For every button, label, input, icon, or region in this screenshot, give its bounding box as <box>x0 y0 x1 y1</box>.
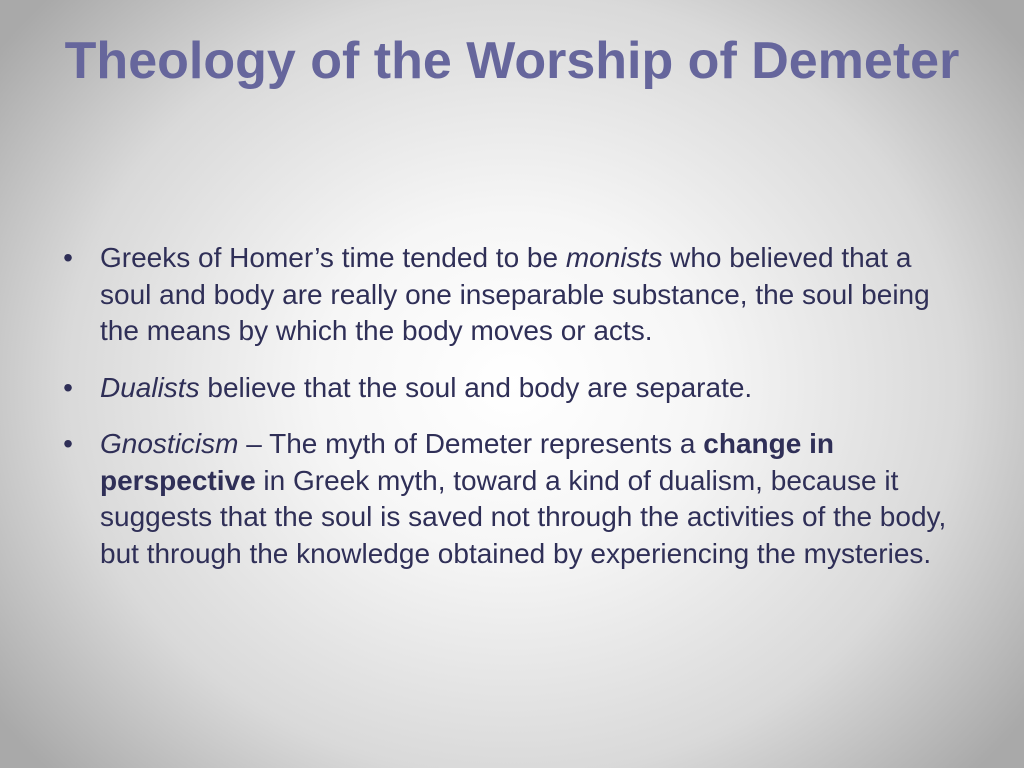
bullet-list <box>58 240 968 592</box>
bullet-text: Greeks of Homer’s time tended to be <box>100 242 566 273</box>
bullet-item-monists <box>58 240 968 350</box>
bullet-icon: • <box>63 371 73 403</box>
bullet-text: – The myth of Demeter represents a <box>238 428 704 459</box>
bullet-text: believe that the soul and body are separate. <box>199 371 753 403</box>
bullet-item-dualists <box>58 370 968 407</box>
bold-phrase: change in perspective <box>100 428 834 496</box>
bullet-item-gnosticism <box>58 426 968 572</box>
italic-term: Dualists <box>100 371 200 403</box>
bullet-icon: • <box>63 242 73 273</box>
slide-title: Theology of the Worship of Demeter <box>64 32 960 90</box>
italic-term: Gnosticism <box>100 428 239 459</box>
italic-term: monists <box>565 242 663 273</box>
bullet-icon: • <box>63 428 73 459</box>
bullet-text: who believed that a soul and body are really one inseparable substance, the soul being the means by which the body moves or acts. <box>100 242 930 346</box>
bullet-text: in Greek myth, toward a kind of dualism, because it suggests that the soul is saved not through the activities of the body, but through the knowledge obtained by experiencing the mysteries. <box>100 464 947 569</box>
